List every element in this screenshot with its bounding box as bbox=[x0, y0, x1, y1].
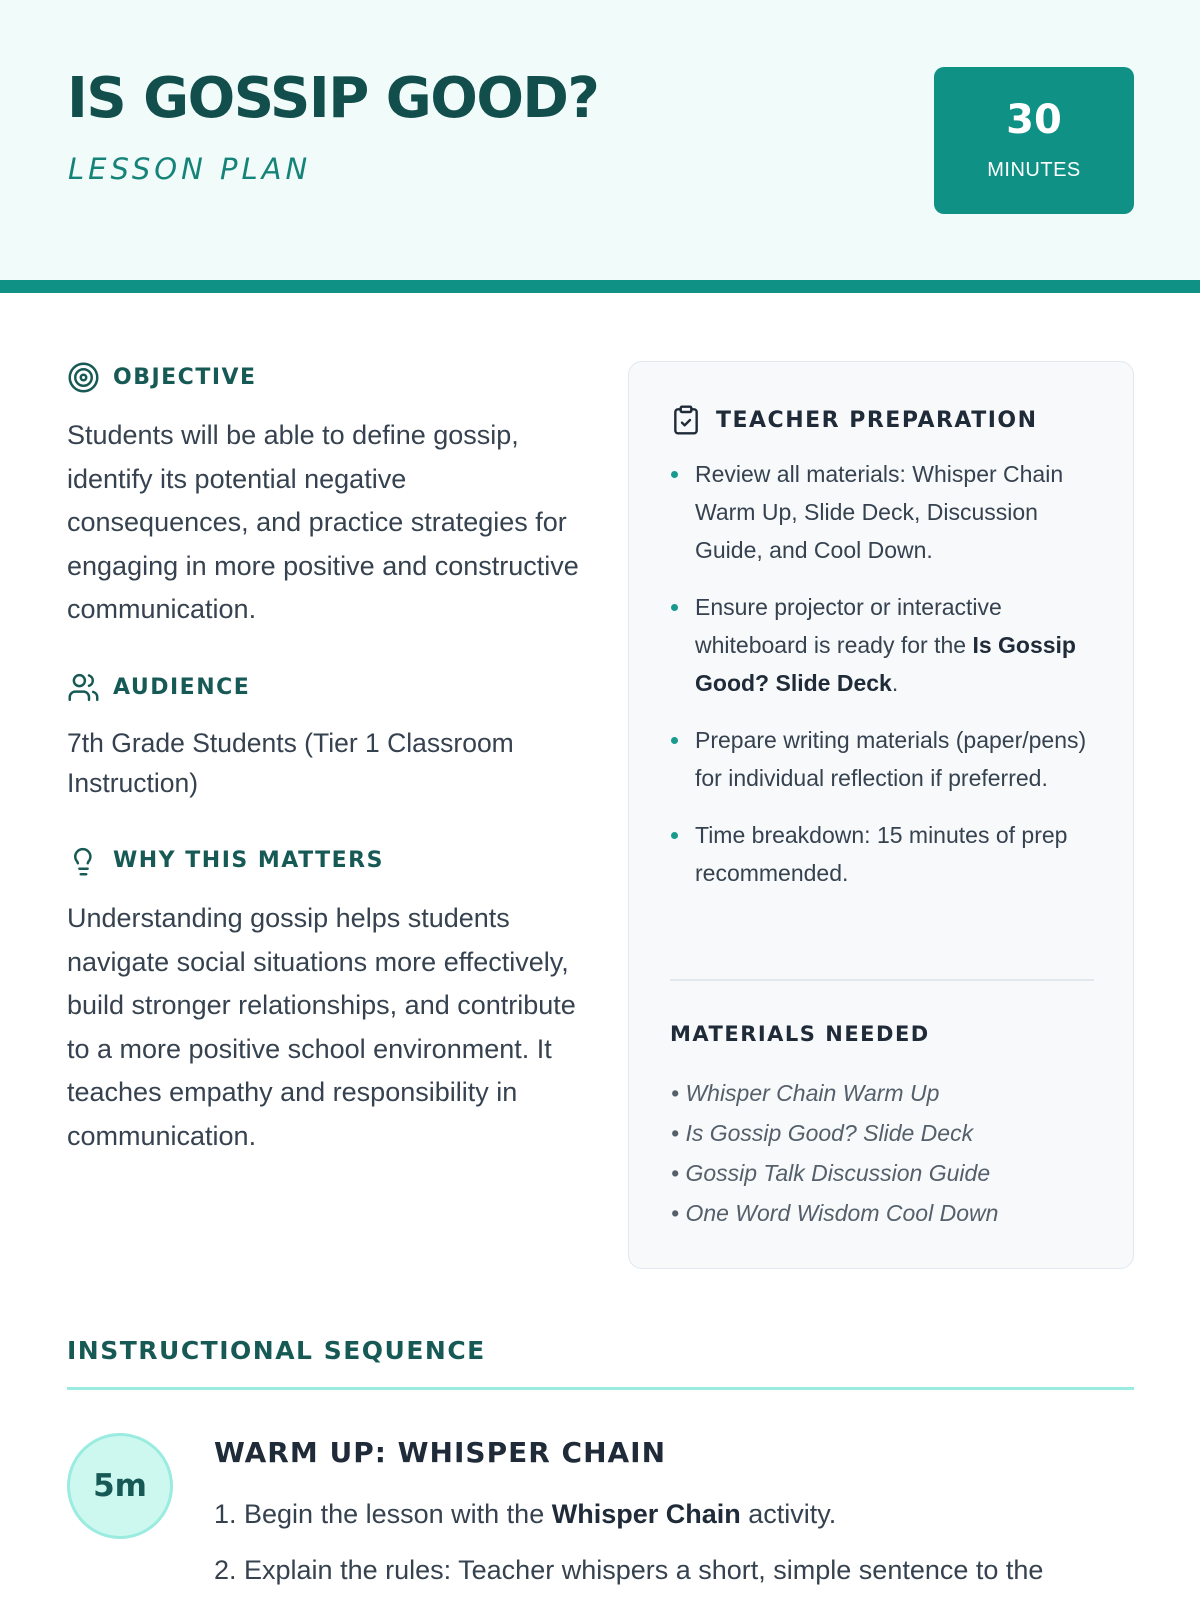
lesson-header bbox=[0, 0, 1200, 280]
prep-item-text: Ensure projector or interactive whiteboard is ready for the bbox=[695, 594, 1002, 658]
material-item: • Whisper Chain Warm Up bbox=[671, 1080, 940, 1106]
header-divider bbox=[0, 280, 1200, 293]
duration-value: 30 bbox=[1006, 97, 1062, 143]
prep-list bbox=[670, 455, 1100, 911]
slide-deck-name: Is Gossip Good? Slide Deck bbox=[695, 632, 1076, 696]
duration-unit: MINUTES bbox=[987, 159, 1081, 181]
material-item: • Gossip Talk Discussion Guide bbox=[671, 1160, 991, 1186]
instruction-text: 1. Begin the lesson with the bbox=[214, 1499, 552, 1529]
prep-item: Prepare writing materials (paper/pens) for individual reflection if preferred. bbox=[670, 721, 1100, 797]
target-icon bbox=[67, 361, 100, 394]
prep-item-text-end: . bbox=[891, 670, 899, 696]
why-text: Understanding gossip helps students navigate social situations more effectively, build stronger relationships, and contribute to a more positive school environment. It teaches empathy and responsibility in communication. bbox=[67, 903, 576, 1151]
prep-label: TEACHER PREPARATION bbox=[716, 407, 1038, 433]
prep-heading bbox=[670, 402, 1038, 438]
prep-item: Review all materials: Whisper Chain Warm Up, Slide Deck, Discussion Guide, and Cool Down. bbox=[670, 455, 1100, 569]
duration-badge bbox=[934, 67, 1134, 214]
audience-heading bbox=[67, 669, 250, 705]
activity-name: Whisper Chain bbox=[551, 1499, 741, 1529]
objective-label: OBJECTIVE bbox=[113, 364, 257, 390]
clipboard-check-icon bbox=[670, 404, 702, 436]
page-title: IS GOSSIP GOOD? bbox=[67, 66, 599, 131]
step-instructions bbox=[214, 1493, 1134, 1600]
step-instruction: 2. Explain the rules: Teacher whispers a short, simple sentence to the bbox=[214, 1555, 1044, 1585]
prep-item: Time breakdown: 15 minutes of prep recommended. bbox=[670, 816, 1100, 892]
teacher-prep-card bbox=[628, 361, 1134, 1269]
users-icon bbox=[67, 671, 100, 704]
materials-heading: MATERIALS NEEDED bbox=[670, 1022, 930, 1046]
objective-heading bbox=[67, 359, 257, 395]
sequence-heading: INSTRUCTIONAL SEQUENCE bbox=[67, 1336, 486, 1365]
materials-list bbox=[671, 1073, 998, 1233]
sequence-rule bbox=[67, 1387, 1134, 1390]
why-label: WHY THIS MATTERS bbox=[113, 847, 384, 873]
step-duration-badge: 5m bbox=[67, 1433, 173, 1539]
why-heading bbox=[67, 842, 384, 878]
step-title: WARM UP: WHISPER CHAIN bbox=[214, 1436, 667, 1469]
page-subtitle: LESSON PLAN bbox=[68, 152, 312, 186]
objective-text: Students will be able to define gossip, identify its potential negative consequences, and practice strategies for engaging in more positive and constructive communication. bbox=[67, 420, 579, 624]
material-item: • One Word Wisdom Cool Down bbox=[671, 1200, 999, 1226]
audience-label: AUDIENCE bbox=[113, 674, 251, 700]
material-item: • Is Gossip Good? Slide Deck bbox=[671, 1120, 974, 1146]
prep-divider bbox=[670, 979, 1094, 981]
instruction-text-end: activity. bbox=[740, 1499, 837, 1529]
audience-text: 7th Grade Students (Tier 1 Classroom Instruction) bbox=[67, 728, 514, 798]
lightbulb-icon bbox=[67, 844, 100, 877]
prep-item bbox=[670, 588, 1100, 702]
step-instruction bbox=[214, 1493, 1134, 1536]
